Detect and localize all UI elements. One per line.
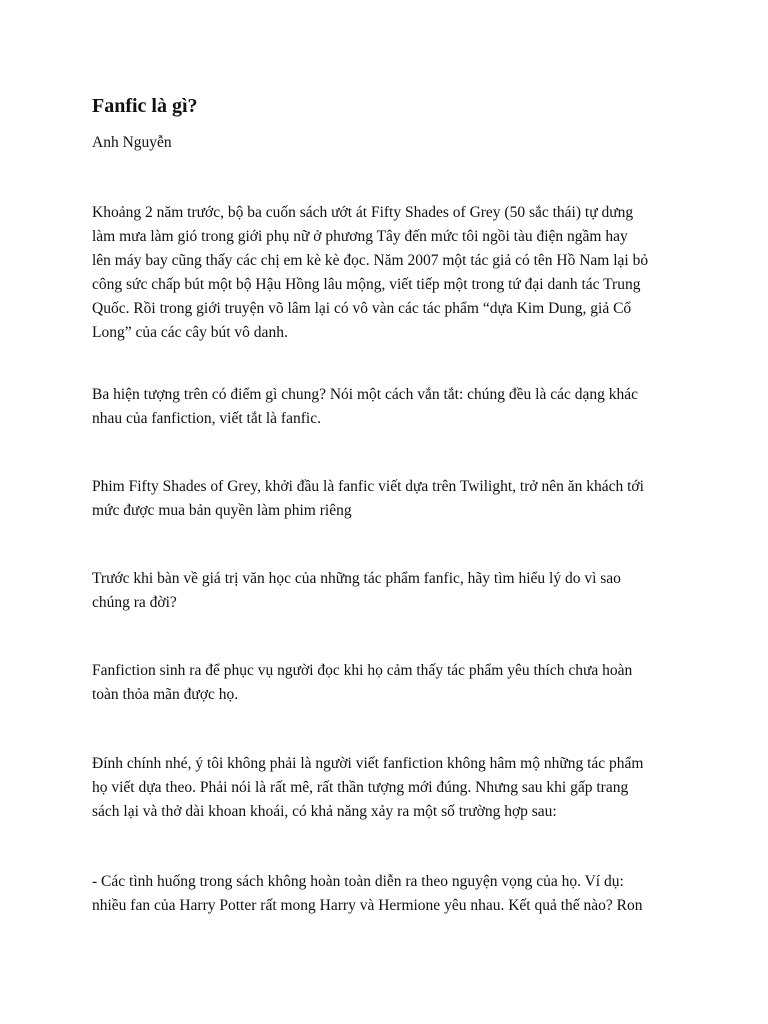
paragraph-line: Khoảng 2 năm trước, bộ ba cuốn sách ướt át Fifty Shades of Grey (50 sắc thái) tự dưng: [92, 204, 634, 221]
paragraph-line: - Các tình huống trong sách không hoàn toàn diễn ra theo nguyện vọng của họ. Ví dụ:: [92, 873, 624, 890]
paragraph-5: [92, 659, 692, 707]
paragraph-line: sách lại và thở dài khoan khoái, có khả năng xảy ra một số trường hợp sau:: [92, 803, 557, 820]
paragraph-line: họ viết dựa theo. Phải nói là rất mê, rất thần tượng mới đúng. Nhưng sau khi gấp trang: [92, 779, 629, 796]
author-name: Anh Nguyễn: [92, 134, 172, 151]
paragraph-2: [92, 383, 692, 431]
paragraph-3: [92, 475, 692, 523]
paragraph-1: [92, 201, 692, 345]
paragraph-line: Đính chính nhé, ý tôi không phải là người viết fanfiction không hâm mộ những tác phẩm: [92, 755, 644, 772]
paragraph-line: nhiều fan của Harry Potter rất mong Harry và Hermione yêu nhau. Kết quả thế nào? Ron: [92, 897, 643, 914]
paragraph-line: làm mưa làm gió trong giới phụ nữ ở phương Tây đến mức tôi ngồi tàu điện ngầm hay: [92, 228, 628, 245]
paragraph-line: lên máy bay cũng thấy các chị em kè kè đọc. Năm 2007 một tác giả có tên Hồ Nam lại bỏ: [92, 252, 649, 269]
paragraph-line: công sức chấp bút một bộ Hậu Hồng lâu mộng, viết tiếp một trong tứ đại danh tác Trung: [92, 276, 641, 293]
paragraph-line: Long” của các cây bút vô danh.: [92, 324, 288, 341]
paragraph-line: chúng ra đời?: [92, 594, 177, 611]
paragraph-line: Fanfiction sinh ra để phục vụ người đọc khi họ cảm thấy tác phẩm yêu thích chưa hoàn: [92, 662, 633, 679]
paragraph-4: [92, 567, 692, 615]
paragraph-6: [92, 752, 692, 824]
paragraph-line: Ba hiện tượng trên có điểm gì chung? Nói một cách vắn tắt: chúng đều là các dạng khác: [92, 386, 638, 403]
paragraph-line: Quốc. Rồi trong giới truyện võ lâm lại có vô vàn các tác phẩm “dựa Kim Dung, giả Cổ: [92, 300, 632, 317]
paragraph-7: [92, 870, 692, 918]
paragraph-line: mức được mua bản quyền làm phim riêng: [92, 502, 352, 519]
page-title: Fanfic là gì?: [92, 95, 198, 117]
paragraph-line: Phim Fifty Shades of Grey, khởi đầu là fanfic viết dựa trên Twilight, trở nên ăn khách tới: [92, 478, 644, 495]
paragraph-line: toàn thỏa mãn được họ.: [92, 686, 239, 703]
paragraph-line: nhau của fanfiction, viết tắt là fanfic.: [92, 410, 321, 427]
paragraph-line: Trước khi bàn về giá trị văn học của những tác phẩm fanfic, hãy tìm hiểu lý do vì sao: [92, 570, 621, 587]
